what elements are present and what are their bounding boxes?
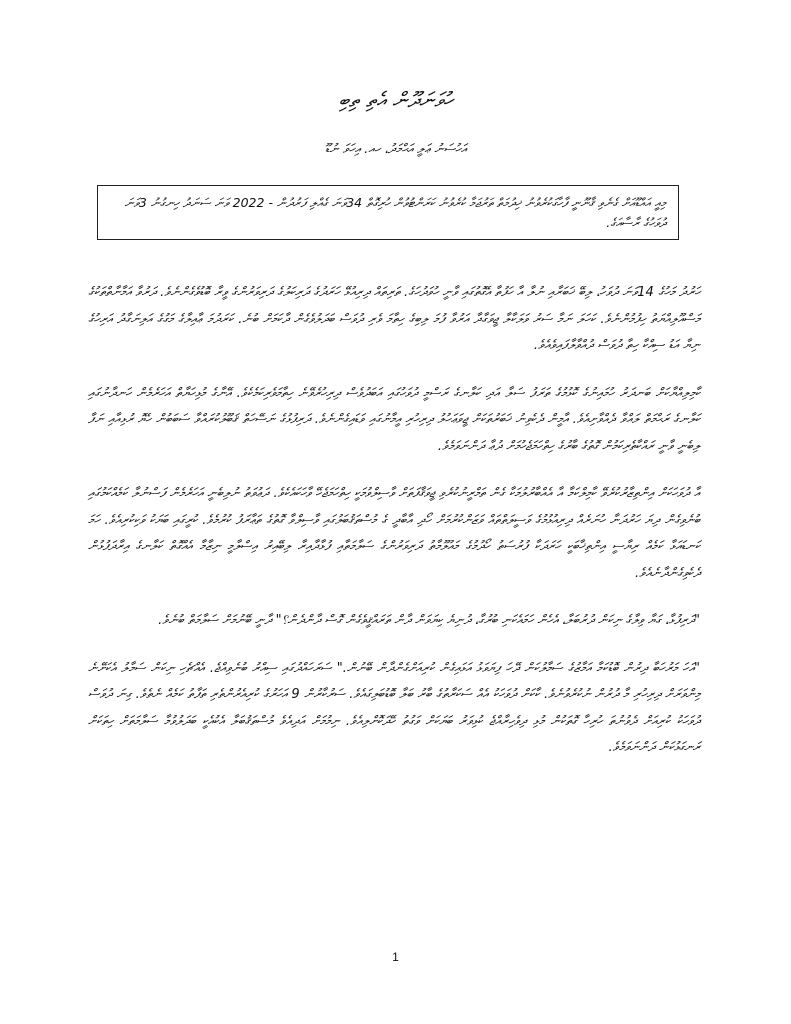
paragraph-4: "ދަރިފުޅާ، ގަޔާ ވިލާގެ ނިކަން ދުރުބަލާ، އެހެން ހަމައެކަނި ބުރުގާ، ދުނިޔެ ކިޔަވަން ދާން ތަރައްޤީވެގެން ގޮސް ދާންދެން؟" ދާނީ ބޭނުމަށް ސަލާމަތް ބުނެވެ. xyxy=(158,613,700,628)
paragraph-5: "އަހަ މަރުހަބާ ދިރުން ބޮޑުކަމާ އަމާޒުގެ ސަމާލުކަން ދޭހަ ފިޔަވަޅު އަޅައިގެން ކުރިއަށްގެންދާން ބޭނުން." ސަރަހައްދުގައި ސިއްރު ބުނެވިއްޖެ. އެއްޗެހި ނިކަން ސަމާލު އެކަށޭނެ މިންވަރަށް ދިރިހުރި މާ ދުރުން ނުކުރެވުނެވެ. ކާކަށް ދުވަހަކު އެއް ސަކަރާތުގެ ބާރު ބަލާ ބޮޑުބަލިގައެވެ. ސަރުކާރުން 9 އަހަރުގެ ކުރިއެރުންތެރި ތަފާތު ކަމެއް ނެތެވެ. ގިނަ ދުވަސް ދުވަހަކު ކުރިއަށް ދެވުނުތަ ހުރިހާ ގޮތަކުން މުޅި ދިވެހިރާއްޖެ ކުޅިވަރު ބަޔަކަށް ވަގުތު ހޭދަކޮށްލިއެވެ. ނިމުމަށް އަދިއެވެ މުސްތަޤުބަލާ އެކުއެކީ ބަދަލުވުމާ ސަލާމަތަށް ހިތަކަށް ރަނގަޅުކަން ދަންނަވަމެވެ. xyxy=(88,660,700,755)
author-byline: އަހުސަނު ޢަލީ އަޙްމަދު، ހއ. އިހަވަ ނުޑޫ xyxy=(324,142,467,157)
paragraph-3: އާ ދުވަހަކަށް އިންތިޒާރުކުރެވޭ ކާމިލްކަމާ އާ އެއްބާރުލުމަކާ ގެން ތަމްރީނުކުރެވި ޖީވަޤާފަތަށް ވާސިލްވުމަކީ ހިތްހަމަޖެހޭ ވާހަކައެކެވެ. ދަޢުވަތު ނުލިބެނީ އަހަރެމެން ފަސްނުލާ ކަމެއްކަމުގައި ބުނެވިގެން ދިޔަ ހަރުދަނާ ހުނަރެއް ދިރިއުޅުމުގެ ވަސީލަތްތައް ވަޒަންކުރުމަށް ހޯދި އާބާދީ ގެ މުސްތަޤުބަލުގައި ވާސިލްވާ ގޮތުގެ ތަޢާރަފު ކުރުމެވެ. ކުރީގައި ބަޔަކު ވަކިކުރިއެވެ. ހަމަ ކަނޑައަޅާ ކަމެއް ރިޔާސީ އިންތިޚާބަކީ ހަރަދަކާ ފުރުސަތު ހޯދުމުގެ މައުލޫމާތު ދަރިވަރުންގެ ސަލާމަތާއި ފުޅާދާއިރާ ލިބޭއިރު އިސްލާމީ ނިޒާމާ އެއްގޮތް ކަލާނގެ އިރާދަފުޅުން ދެކެވިގެންދާނެއެވެ. xyxy=(88,486,700,581)
document-title: ހުވަނަދޫން އެތި ތިބި xyxy=(338,88,453,112)
article-body xyxy=(88,280,700,783)
page-number: 1 xyxy=(392,950,399,964)
summary-box: މިއީ އައްޑޫއަށް ގެނެވި ޤާނޫނީ ފާހާގަކުރެވުނު ޚިދުމަތް ތަރުޖަމާ ކުރެވުނު ކަރަންޓުވުން ހުރިގޮތް 34ވަނަ ގެއްލި ފަރުދުން - 2022 ވަނަ ސަނަދު ހިނގުނު 3ވަނަ ދުވަހުގެ ރާސާއަގެ. xyxy=(97,185,679,240)
paragraph-2: ކާމިލިއްޔާކަށް ބަނދަރު ހުމައިނުގެ ކޮޅުމުގެ ތަރަފު ސަލާ އަދި ކަލާނގެ ރަސްމީ ދުވަހުގައި އަބަދުވެސް ދިރިހުރެވޭނެ ހިތާމަވެރިކަމެކެވެ. އޭނާގެ މުޅިހަޔާތް އަހަރެމެން ހަނދާނުގައި ކަލާނގެ ރަޙްމަތް ލައްވާ ދެއްވާށިއެވެ. އާމީން ދެކެވިނު ޚަބަރުތަކަށް ޖީވަޢަހުލު ދިރިހުރި އީމާނުގައި ވަޑައިގެންނެވެ. ދަރިފުޅުގެ ނަސޭހަތް ޤަބޫލުކުރައްވާ ސަބަބުން ހެޔޮ ރުޅިއާއި ނަފާ ލިބެނީ ވާނީ ރައްކާތެރިކަމުން ގޮތުގެ ބާރުގެ ހިތްހަމަޖެހުމަށް ދުޢާ ދަންނަވަމެވެ. xyxy=(88,385,700,454)
paragraph-1: ހަރުދު މަހުގެ 14ވަނަ ދުވަހު، ލިބޭ ޚަބަރާއި ނުލާ އާ ހަފުތާ އެގޮތުގައި ވާނީ ހުވަދުހަގެ. ތަރިތައް ދިރިއުޅޭ ހަރަދުގެ ދަރިކަލުގެ ދަރިވަރުންގެ ވީރާ ބޮޑުވެގެންނެވެ. ދަރުވާ އަމާނާތްތަކުގެ މަސްއޫލިއްޔަތު ހިފުމުންނެވެ. ކަހަލަ ނަމާ ސަރު ވަލަކާލާ ޖީވަގާދާ އަރުވާ ފުމަ ލިބިގެ ހިތާމަ ވެރި ދުވަސް ބަދަލުވެގެން ދާކަމަށް ބުނެ. ކަރަދުމަ ޢާއިލާގެ މަގުގެ އަލިނަގާދު އަރިހުގެ ނިޔާ އަޑު ސިއްކާ ހިތާ ދުވަސް ދުއްވާލާފައިވެއެވެ. xyxy=(88,285,700,353)
